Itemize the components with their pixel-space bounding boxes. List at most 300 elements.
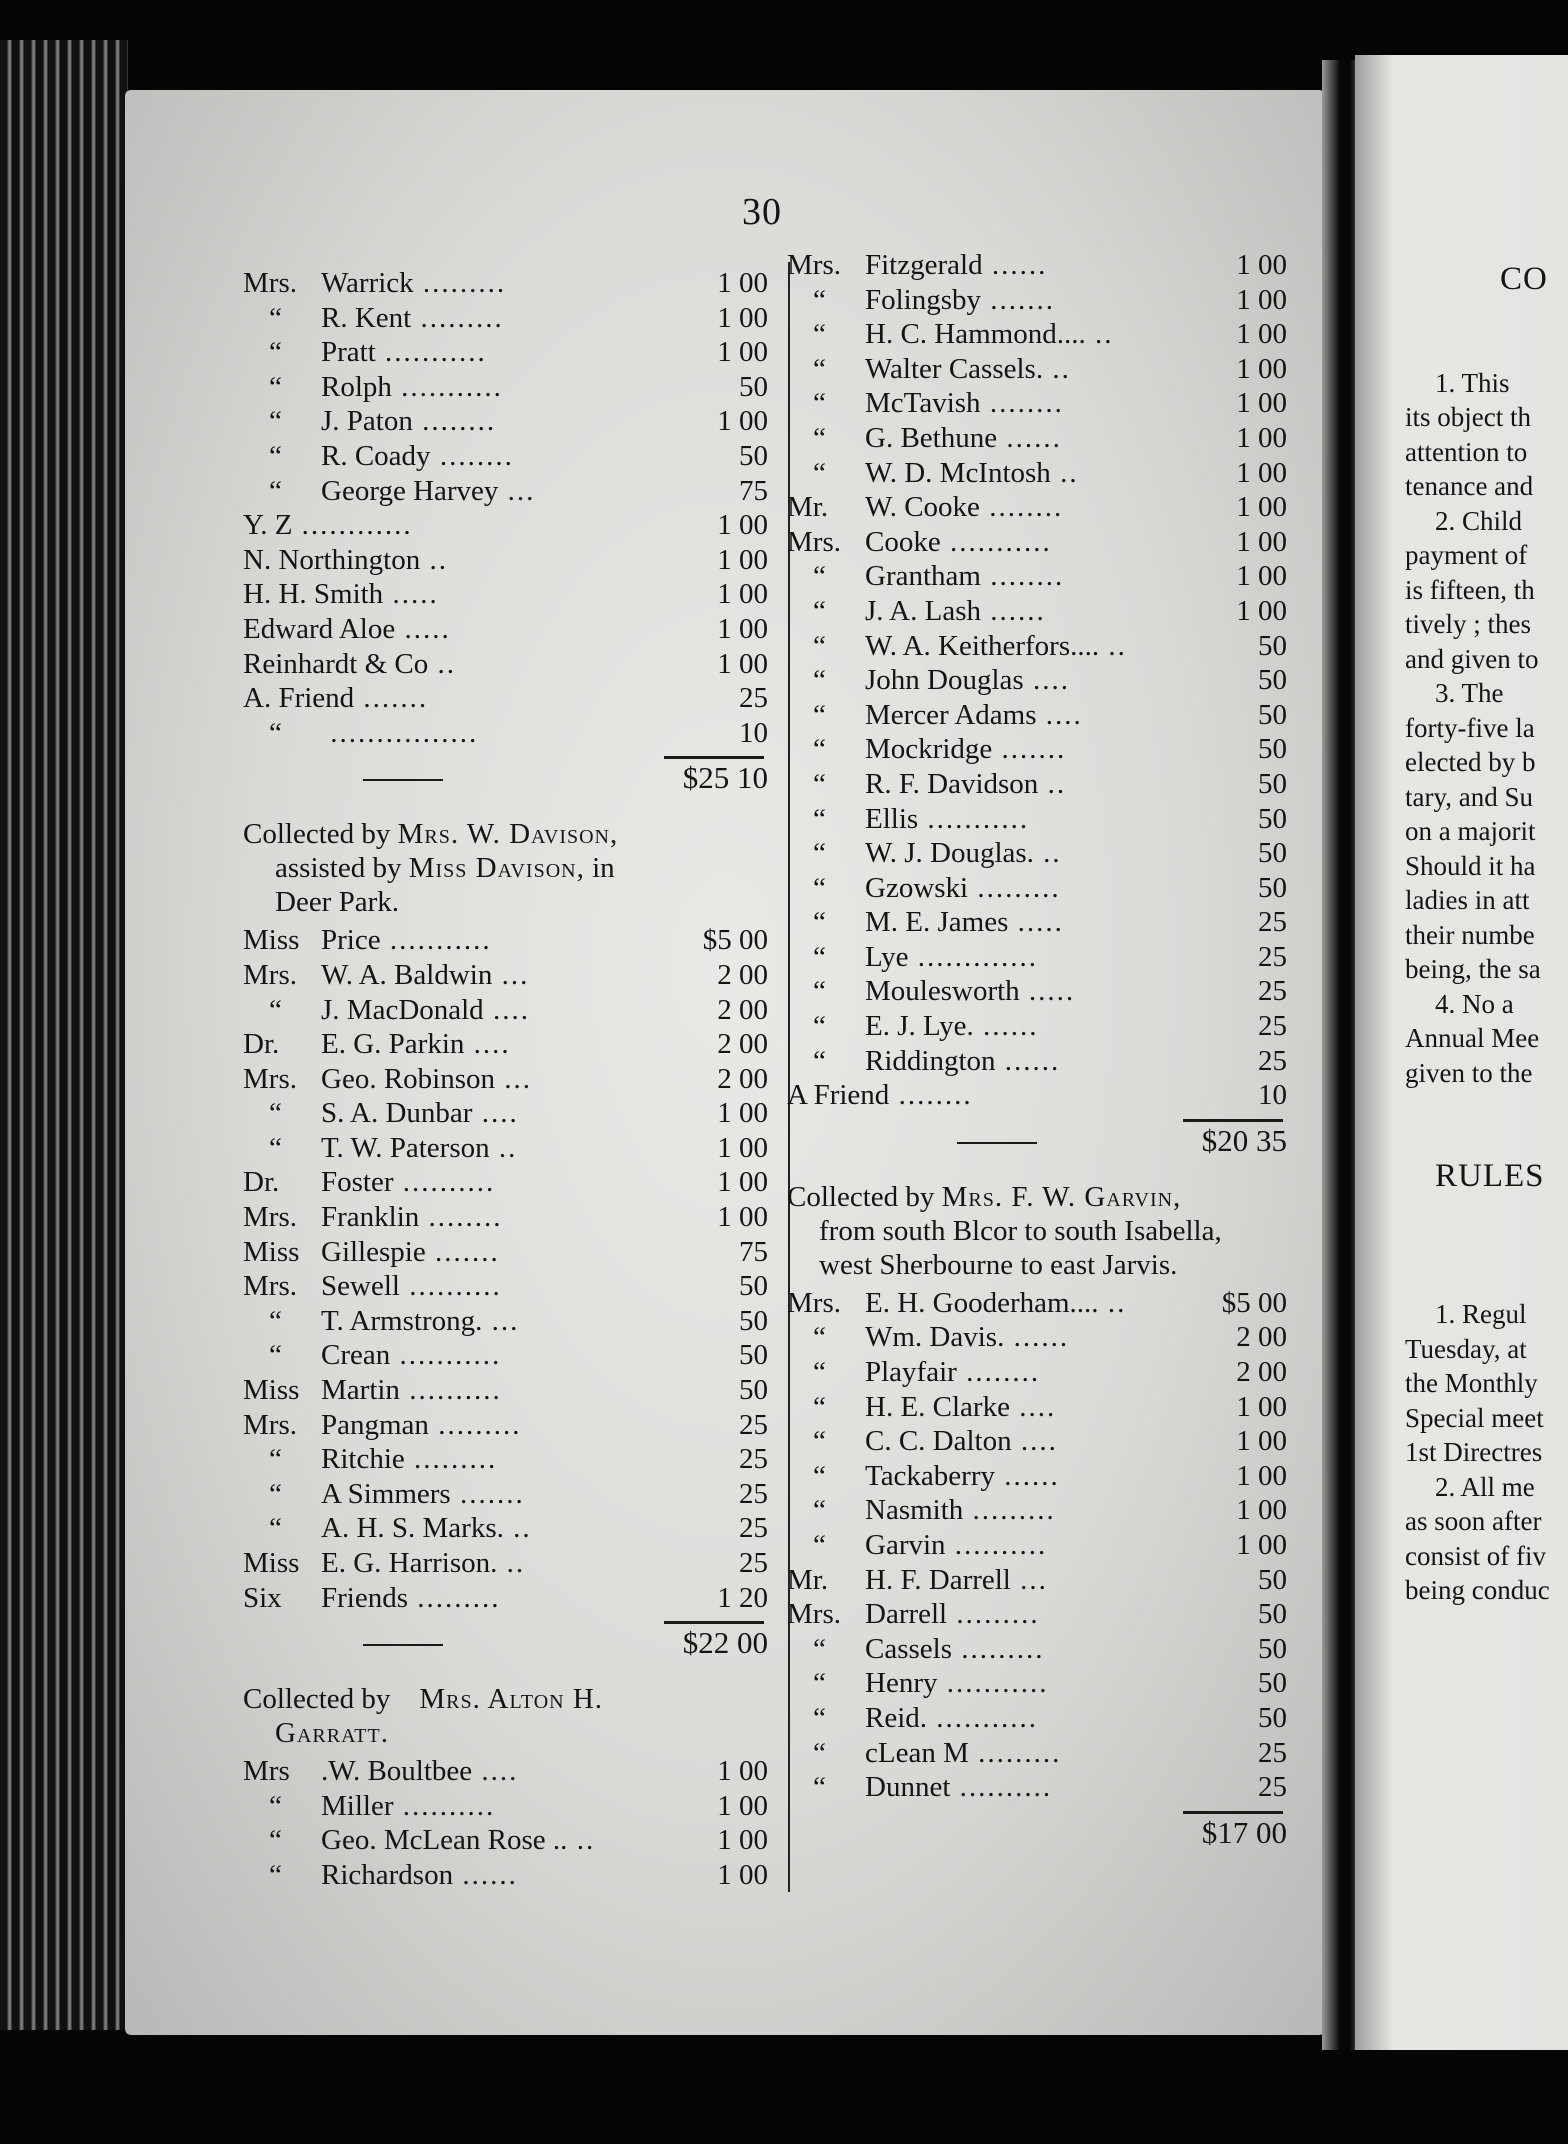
subscriber-name bbox=[243, 1027, 511, 1062]
name-text: Mockridge bbox=[865, 733, 993, 766]
amount: 25 bbox=[1258, 940, 1287, 973]
amount: 25 bbox=[739, 1443, 768, 1476]
facing-line: 2. All me bbox=[1435, 1471, 1535, 1502]
name-prefix: “ bbox=[813, 906, 826, 939]
name-prefix: “ bbox=[813, 1667, 826, 1700]
subscriber-name bbox=[787, 1701, 1038, 1736]
amount: 1 00 bbox=[717, 1166, 768, 1199]
list-item bbox=[243, 404, 768, 439]
name-text: Crean bbox=[321, 1339, 391, 1372]
name-text: E. H. Gooderham.... bbox=[865, 1286, 1099, 1319]
leader-dots: ........ bbox=[980, 560, 1065, 593]
leader-dots: .... bbox=[1036, 698, 1083, 731]
subscriber-name bbox=[787, 1528, 1047, 1563]
amount: 50 bbox=[1258, 871, 1287, 904]
name-text: H. E. Clarke bbox=[865, 1390, 1010, 1423]
list-item bbox=[243, 1442, 768, 1477]
name-prefix: “ bbox=[269, 301, 282, 334]
subscriber-name bbox=[243, 1373, 502, 1408]
name-text: Reid. bbox=[865, 1701, 928, 1734]
name-text: Playfair bbox=[865, 1356, 957, 1389]
leader-dots: .... bbox=[472, 1755, 519, 1788]
name-prefix: “ bbox=[269, 439, 282, 472]
facing-line: its object th bbox=[1405, 402, 1531, 432]
leader-dots: .... bbox=[483, 993, 530, 1026]
name-prefix: Dr. bbox=[243, 1166, 280, 1199]
leader-dots: ........... bbox=[391, 370, 503, 403]
list-item bbox=[243, 993, 768, 1028]
subscriber-name bbox=[787, 248, 1047, 283]
subscriber-name bbox=[787, 421, 1062, 456]
name-prefix: “ bbox=[269, 1131, 282, 1164]
amount: 25 bbox=[1258, 1736, 1287, 1769]
leader-dots: ........... bbox=[940, 525, 1052, 558]
list-item bbox=[787, 490, 1287, 525]
amount: 50 bbox=[1258, 1667, 1287, 1700]
name-text: N. Northington bbox=[243, 543, 421, 576]
facing-line: forty-five la bbox=[1405, 712, 1535, 743]
facing-line bbox=[1405, 331, 1568, 366]
name-prefix: “ bbox=[813, 594, 826, 627]
name-text: Cassels bbox=[865, 1632, 952, 1665]
subscriber-name bbox=[243, 508, 413, 543]
leader-dots: .... bbox=[1009, 1390, 1057, 1423]
amount: $5 00 bbox=[1221, 1286, 1287, 1319]
facing-line bbox=[1405, 1194, 1568, 1229]
name-prefix: “ bbox=[813, 1701, 826, 1734]
name-text: H. F. Darrell bbox=[865, 1563, 1011, 1596]
subscriber-name bbox=[787, 905, 1064, 940]
facing-line: consist of fiv bbox=[1405, 1540, 1546, 1571]
list-item bbox=[243, 647, 768, 682]
leader-dots: ...... bbox=[973, 1010, 1039, 1043]
amount: 1 00 bbox=[1236, 421, 1287, 454]
leader-dots: ......... bbox=[968, 871, 1061, 904]
name-text: Foster bbox=[321, 1166, 394, 1199]
amount: 25 bbox=[1258, 975, 1287, 1008]
name-text: S. A. Dunbar bbox=[321, 1097, 473, 1130]
amount: 1 00 bbox=[1236, 1425, 1287, 1458]
name-prefix: “ bbox=[269, 474, 282, 507]
subscriber-name bbox=[243, 958, 529, 993]
name-prefix: “ bbox=[813, 1390, 826, 1423]
list-item bbox=[787, 1632, 1287, 1667]
leader-dots: ...... bbox=[453, 1858, 518, 1891]
subscriber-name bbox=[243, 1131, 517, 1166]
name-text: Mercer Adams bbox=[865, 698, 1037, 731]
amount: 1 00 bbox=[717, 578, 768, 611]
list-item bbox=[787, 629, 1287, 664]
amount: 50 bbox=[1258, 767, 1287, 800]
list-item bbox=[243, 681, 768, 716]
leader-dots: ...... bbox=[1004, 1321, 1070, 1354]
subscriber-name bbox=[243, 266, 506, 301]
list-item bbox=[243, 1131, 768, 1166]
name-prefix: “ bbox=[269, 1858, 282, 1891]
subscriber-name bbox=[243, 474, 535, 509]
facing-line: Special meet bbox=[1405, 1402, 1544, 1433]
name-prefix: “ bbox=[813, 767, 826, 800]
leader-dots: ....... bbox=[981, 283, 1056, 316]
name-text: C. C. Dalton bbox=[865, 1425, 1012, 1458]
name-text: Miller bbox=[321, 1789, 394, 1822]
heading-text: Collected by bbox=[243, 818, 391, 851]
subscriber-name bbox=[243, 404, 496, 439]
list-item bbox=[787, 836, 1287, 871]
name-text: R. F. Davidson bbox=[865, 767, 1039, 800]
amount: 75 bbox=[739, 1235, 768, 1268]
subscriber-name bbox=[787, 698, 1083, 733]
amount: 1 00 bbox=[1236, 1494, 1287, 1527]
facing-line: Annual Mee bbox=[1405, 1023, 1540, 1053]
name-text: M. E. James bbox=[865, 906, 1009, 939]
heading-line bbox=[243, 851, 768, 885]
subscriber-name bbox=[243, 1789, 495, 1824]
subscriber-name bbox=[787, 836, 1062, 871]
subscriber-name bbox=[787, 1597, 1040, 1632]
leader-dots: ......... bbox=[404, 1443, 498, 1476]
list-item bbox=[787, 1493, 1287, 1528]
amount: 25 bbox=[1258, 1044, 1287, 1077]
name-text: Geo. McLean Rose .. bbox=[321, 1824, 568, 1857]
list-item bbox=[787, 974, 1287, 1009]
name-text: Pangman bbox=[321, 1408, 429, 1441]
amount: 1 00 bbox=[717, 1755, 768, 1788]
name-text: Grantham bbox=[865, 560, 981, 593]
subscriber-name bbox=[787, 802, 1029, 837]
name-prefix: “ bbox=[269, 1512, 282, 1545]
facing-line: attention to bbox=[1405, 436, 1528, 467]
name-prefix: “ bbox=[813, 975, 826, 1008]
amount: 75 bbox=[739, 474, 768, 507]
name-prefix: Mr. bbox=[787, 491, 829, 524]
subscriber-name bbox=[243, 370, 503, 405]
amount: 10 bbox=[1258, 1079, 1287, 1112]
name-prefix: “ bbox=[269, 370, 282, 403]
list-item bbox=[787, 1009, 1287, 1044]
leader-dots: ......... bbox=[952, 1632, 1045, 1665]
list-item bbox=[787, 1528, 1287, 1563]
section-total: $25 10 bbox=[682, 760, 768, 796]
amount: 25 bbox=[739, 1408, 768, 1441]
subscriber-name bbox=[787, 663, 1070, 698]
facing-line: is fifteen, th bbox=[1405, 574, 1535, 605]
name-text: Geo. Robinson bbox=[321, 1062, 495, 1095]
amount: 25 bbox=[739, 1547, 768, 1579]
name-prefix: Mrs. bbox=[787, 1598, 841, 1631]
list-item bbox=[787, 732, 1287, 767]
subscriber-name bbox=[787, 1286, 1126, 1321]
amount: 25 bbox=[739, 1512, 768, 1545]
name-text: Sewell bbox=[321, 1270, 400, 1303]
amount: $5 00 bbox=[702, 924, 768, 957]
leader-dots: ... bbox=[498, 474, 536, 507]
subscriber-name bbox=[787, 525, 1052, 560]
facing-line: their numbe bbox=[1405, 919, 1535, 950]
list-item bbox=[243, 577, 768, 612]
name-prefix: Mrs. bbox=[243, 1062, 297, 1095]
name-prefix: Dr. bbox=[243, 1028, 280, 1061]
amount: 50 bbox=[739, 370, 768, 403]
amount: 1 00 bbox=[717, 1789, 768, 1822]
leader-dots: ......... bbox=[408, 1581, 501, 1614]
name-text: Tackaberry bbox=[865, 1459, 995, 1492]
name-text: Garvin bbox=[865, 1529, 946, 1561]
subscriber-name bbox=[787, 940, 1038, 975]
list-item bbox=[787, 1736, 1287, 1771]
subscriber-name bbox=[243, 301, 504, 336]
name-prefix: Mrs. bbox=[787, 525, 841, 558]
heading-text: assisted by bbox=[275, 852, 402, 885]
name-text: Darrell bbox=[865, 1598, 948, 1631]
name-text: Ellis bbox=[865, 802, 919, 835]
leader-dots: ........ bbox=[889, 1079, 973, 1112]
amount: 1 00 bbox=[1236, 249, 1287, 281]
assistant-name: Miss Davison, bbox=[408, 852, 585, 885]
name-prefix: “ bbox=[813, 1356, 826, 1389]
name-text: Cooke bbox=[865, 525, 941, 558]
list-item bbox=[243, 474, 768, 509]
leader-dots: ... bbox=[482, 1304, 520, 1337]
amount: 1 00 bbox=[1236, 560, 1287, 593]
subscriber-name bbox=[243, 647, 456, 682]
leader-dots: ..... bbox=[383, 578, 439, 611]
name-prefix: “ bbox=[813, 1010, 826, 1043]
section-total: $17 00 bbox=[1201, 1814, 1287, 1850]
amount: 2 00 bbox=[717, 1028, 768, 1061]
list-item bbox=[243, 1408, 768, 1443]
name-prefix: Miss bbox=[243, 924, 300, 957]
amount: 1 00 bbox=[1236, 1459, 1287, 1492]
amount: 50 bbox=[1258, 664, 1287, 697]
facing-line: 1. This bbox=[1435, 367, 1510, 398]
facing-line: as soon after bbox=[1405, 1506, 1542, 1536]
name-prefix: “ bbox=[813, 802, 826, 835]
list-item bbox=[243, 370, 768, 405]
leader-dots: ...... bbox=[995, 1459, 1060, 1492]
list-item bbox=[787, 317, 1287, 352]
name-prefix: “ bbox=[813, 1736, 826, 1769]
amount: 50 bbox=[739, 1304, 768, 1337]
list-item bbox=[787, 1044, 1287, 1079]
amount: 1 20 bbox=[717, 1581, 768, 1614]
subscriber-name bbox=[243, 1823, 595, 1858]
subscriber-name bbox=[787, 594, 1046, 629]
name-prefix: “ bbox=[813, 1632, 826, 1665]
facing-line: and given to bbox=[1405, 643, 1539, 674]
subscriber-name bbox=[243, 1304, 519, 1339]
name-text: John Douglas bbox=[865, 664, 1024, 697]
leader-dots: ..... bbox=[1008, 906, 1064, 939]
section-separator bbox=[957, 1142, 1037, 1144]
facing-line: payment of bbox=[1405, 540, 1528, 570]
name-prefix: “ bbox=[269, 336, 282, 369]
name-prefix: “ bbox=[813, 1044, 826, 1077]
list-item bbox=[787, 1459, 1287, 1494]
amount: 50 bbox=[1258, 629, 1287, 662]
amount: 50 bbox=[1258, 1632, 1287, 1665]
name-text: Gillespie bbox=[321, 1235, 426, 1268]
name-prefix: Mr. bbox=[787, 1563, 829, 1596]
right-column bbox=[787, 248, 1287, 1858]
name-prefix: Six bbox=[243, 1581, 282, 1614]
name-text: T. Armstrong. bbox=[321, 1304, 483, 1337]
leader-dots: .. bbox=[428, 647, 457, 680]
name-prefix: “ bbox=[813, 456, 826, 489]
amount: 10 bbox=[739, 716, 768, 749]
facing-line: tary, and Su bbox=[1405, 781, 1533, 812]
facing-line: Tuesday, at bbox=[1405, 1333, 1527, 1364]
collector-name: Mrs. W. Davison, bbox=[397, 818, 619, 851]
list-item bbox=[787, 767, 1287, 802]
name-text: E. G. Parkin bbox=[321, 1028, 465, 1061]
name-prefix: “ bbox=[813, 283, 826, 316]
subscriber-name bbox=[243, 1477, 525, 1512]
heading-location: Deer Park. bbox=[275, 886, 400, 919]
subscriber-name bbox=[787, 1320, 1069, 1355]
list-item bbox=[787, 802, 1287, 837]
heading-text: in bbox=[592, 852, 615, 885]
name-prefix: Miss bbox=[243, 1235, 300, 1268]
subscriber-name bbox=[787, 1355, 1040, 1390]
list-item bbox=[787, 1320, 1287, 1355]
leader-dots: .. bbox=[1050, 456, 1079, 489]
leader-dots: .. bbox=[1085, 318, 1114, 351]
name-text: W. J. Douglas. bbox=[865, 837, 1034, 870]
name-text: McTavish bbox=[865, 387, 981, 420]
section-total: $22 00 bbox=[682, 1625, 768, 1661]
leader-dots: .......... bbox=[399, 1270, 502, 1303]
subscriber-list bbox=[787, 248, 1287, 1113]
name-text: W. D. McIntosh bbox=[865, 456, 1051, 489]
amount: 1 00 bbox=[717, 1858, 768, 1891]
list-item bbox=[787, 698, 1287, 733]
amount: 25 bbox=[739, 682, 768, 715]
list-item bbox=[787, 1424, 1287, 1459]
amount: 1 00 bbox=[717, 267, 768, 299]
name-text: W. A. Keitherfors.... bbox=[865, 629, 1100, 662]
subscriber-name bbox=[243, 1200, 503, 1235]
amount: 1 00 bbox=[1236, 283, 1287, 316]
name-text: Warrick bbox=[321, 267, 414, 299]
leader-dots: .. bbox=[1099, 629, 1127, 662]
facing-line: given to the bbox=[1405, 1057, 1533, 1088]
leader-dots: ... bbox=[495, 1062, 532, 1095]
subscriber-name bbox=[787, 974, 1075, 1009]
amount: 1 00 bbox=[1236, 1529, 1287, 1561]
name-text: J. MacDonald bbox=[321, 993, 484, 1026]
amount: 25 bbox=[1258, 1010, 1287, 1043]
facing-line: RULES bbox=[1435, 1158, 1545, 1194]
name-text: Franklin bbox=[321, 1201, 420, 1234]
name-text: Riddington bbox=[865, 1044, 996, 1077]
subscriber-name bbox=[243, 1338, 501, 1373]
name-text: Walter Cassels. bbox=[865, 352, 1044, 385]
facing-line: being conduc bbox=[1405, 1575, 1550, 1605]
amount: 1 00 bbox=[1236, 491, 1287, 524]
name-prefix: “ bbox=[813, 387, 826, 420]
subscriber-name bbox=[787, 871, 1061, 906]
list-item bbox=[787, 525, 1287, 560]
name-text: Fitzgerald bbox=[865, 249, 983, 281]
name-prefix: “ bbox=[813, 1459, 826, 1492]
list-item bbox=[787, 1355, 1287, 1390]
leader-dots: .......... bbox=[393, 1166, 496, 1199]
name-text: W. Cooke bbox=[865, 491, 980, 524]
name-text: Reinhardt & Co bbox=[243, 647, 429, 680]
amount: 25 bbox=[1258, 906, 1287, 939]
list-item bbox=[243, 1304, 768, 1339]
subscriber-list bbox=[243, 1754, 768, 1892]
leader-dots: ............. bbox=[908, 940, 1038, 973]
name-prefix: “ bbox=[813, 560, 826, 593]
subscriber-name bbox=[243, 439, 514, 474]
section-total: $20 35 bbox=[1201, 1122, 1287, 1158]
name-text: Nasmith bbox=[865, 1494, 964, 1527]
list-item bbox=[243, 1269, 768, 1304]
collector-heading bbox=[787, 1180, 1287, 1282]
subscriber-name bbox=[243, 1442, 497, 1477]
leader-dots: ......... bbox=[413, 267, 507, 299]
collector-name: Mrs. F. W. Garvin, bbox=[941, 1180, 1182, 1213]
name-text: A Simmers bbox=[321, 1477, 451, 1510]
name-text: George Harvey bbox=[321, 474, 499, 507]
subscriber-name bbox=[787, 1459, 1060, 1494]
amount: 1 00 bbox=[717, 612, 768, 645]
name-text: E. G. Harrison. bbox=[321, 1547, 498, 1579]
list-item bbox=[787, 559, 1287, 594]
subscriber-name bbox=[787, 1424, 1058, 1459]
name-text: cLean M bbox=[865, 1736, 969, 1769]
name-prefix: “ bbox=[813, 1321, 826, 1354]
amount: 1 00 bbox=[1236, 387, 1287, 420]
amount: 1 00 bbox=[717, 509, 768, 542]
name-prefix: “ bbox=[813, 871, 826, 904]
name-text: A Friend bbox=[787, 1079, 890, 1112]
subscriber-name bbox=[787, 1009, 1039, 1044]
leader-dots: .. bbox=[1038, 767, 1067, 800]
amount: 2 00 bbox=[1236, 1356, 1287, 1389]
subscriber-name bbox=[243, 1858, 518, 1893]
leader-dots: ....... bbox=[450, 1477, 525, 1510]
name-prefix: “ bbox=[269, 1789, 282, 1822]
facing-line: being, the sa bbox=[1405, 954, 1541, 984]
name-prefix: “ bbox=[269, 1824, 282, 1857]
amount: 25 bbox=[739, 1477, 768, 1510]
leader-dots: ........ bbox=[980, 387, 1064, 420]
list-item bbox=[243, 958, 768, 993]
list-item bbox=[243, 1062, 768, 1097]
leader-dots: ........ bbox=[956, 1356, 1041, 1389]
name-text: Lye bbox=[865, 940, 909, 973]
list-item bbox=[243, 1165, 768, 1200]
name-text: Richardson bbox=[321, 1858, 454, 1891]
facing-line: tenance and bbox=[1405, 471, 1534, 501]
subscriber-name bbox=[787, 1078, 973, 1113]
name-prefix: Mrs bbox=[243, 1755, 290, 1788]
leader-dots: ...... bbox=[981, 594, 1046, 627]
leader-dots: .... bbox=[472, 1097, 519, 1130]
list-item bbox=[243, 1546, 768, 1581]
name-text: Martin bbox=[321, 1374, 400, 1407]
subscriber-name bbox=[243, 1581, 501, 1616]
amount: 1 00 bbox=[717, 336, 768, 369]
amount: 50 bbox=[1258, 733, 1287, 766]
amount: 1 00 bbox=[717, 301, 768, 334]
total-row bbox=[243, 759, 768, 803]
leader-dots: .. bbox=[420, 543, 448, 576]
name-text: R. Coady bbox=[321, 439, 431, 472]
